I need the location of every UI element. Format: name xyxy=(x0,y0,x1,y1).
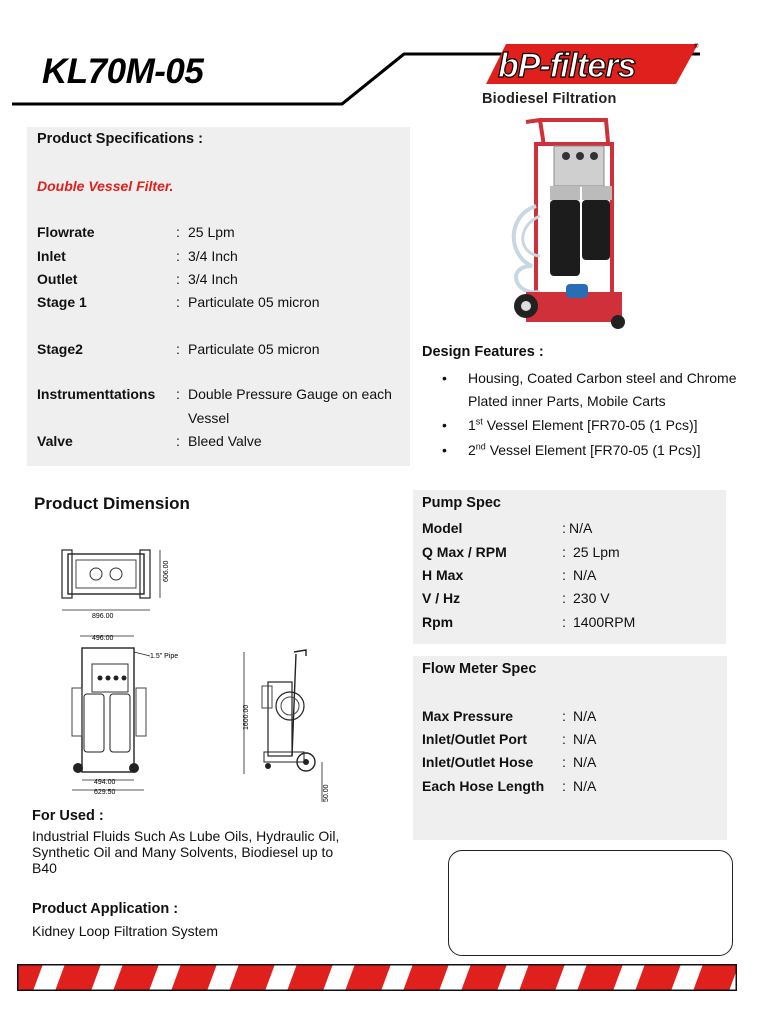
dimension-heading: Product Dimension xyxy=(34,494,190,513)
bullet-icon: • xyxy=(442,370,447,386)
flow-value: N/A xyxy=(573,778,597,794)
spec-colon: : xyxy=(176,224,180,240)
spec-label: Flowrate xyxy=(37,224,95,240)
pump-value: 1400RPM xyxy=(573,614,636,630)
svg-text:494.00: 494.00 xyxy=(94,779,116,786)
dimension-side-view xyxy=(234,646,334,804)
flow-value: N/A xyxy=(573,731,597,747)
pump-label: H Max xyxy=(422,567,464,583)
svg-text:®: ® xyxy=(694,44,699,50)
spec-colon: : xyxy=(176,386,180,402)
design-feature-item xyxy=(442,367,752,412)
brand-subtitle: Biodiesel Filtration xyxy=(482,91,617,107)
flow-label: Each Hose Length xyxy=(422,778,545,794)
spec-value: Double Pressure Gauge on each xyxy=(188,386,392,402)
flow-colon: : xyxy=(562,731,566,747)
dimension-front-view xyxy=(60,628,190,800)
svg-text:1.5" Pipe: 1.5" Pipe xyxy=(150,653,179,660)
flow-colon: : xyxy=(562,754,566,770)
pump-colon: : xyxy=(562,544,566,560)
spec-colon: : xyxy=(176,341,180,357)
pump-label: Q Max / RPM xyxy=(422,544,507,560)
empty-note-box xyxy=(448,850,733,956)
spec-colon: : xyxy=(176,294,180,310)
design-features-heading: Design Features : xyxy=(422,344,544,360)
application-text: Kidney Loop Filtration System xyxy=(32,923,218,939)
brand-logo-text: bP-filters xyxy=(498,47,636,85)
flow-label: Inlet/Outlet Hose xyxy=(422,754,534,770)
bullet-icon: • xyxy=(442,441,447,458)
pump-value: N/A xyxy=(573,567,597,583)
svg-text:896.00: 896.00 xyxy=(92,613,114,620)
pump-label: V / Hz xyxy=(422,590,461,606)
design-feature-text: 1st Vessel Element [FR70-05 (1 Pcs)] xyxy=(468,416,698,433)
design-feature-item xyxy=(442,439,752,462)
spec-colon: : xyxy=(176,248,180,264)
model-title: KL70M-05 xyxy=(42,52,204,91)
bullet-icon: • xyxy=(442,417,447,433)
flow-colon: : xyxy=(562,778,566,794)
spec-label: Inlet xyxy=(37,248,66,264)
specifications-heading: Product Specifications : xyxy=(37,131,203,147)
for-used-text: Industrial Fluids Such As Lube Oils, Hydraulic Oil, Synthetic Oil and Many Solvents, Biodiesel up to B40 xyxy=(32,828,340,876)
svg-text:496.00: 496.00 xyxy=(92,635,114,642)
pump-colon: : xyxy=(562,614,566,630)
svg-text:50.00: 50.00 xyxy=(323,784,330,802)
spec-value-continued: Vessel xyxy=(188,410,230,426)
pump-value: N/A xyxy=(569,520,593,536)
svg-text:1600.00: 1600.00 xyxy=(243,704,250,730)
footer-stripe-bar xyxy=(17,964,737,991)
pump-value: 25 Lpm xyxy=(573,544,620,560)
spec-value: 25 Lpm xyxy=(188,224,235,240)
svg-text:629.50: 629.50 xyxy=(94,789,116,796)
flow-meter-panel xyxy=(413,656,727,840)
spec-value: 3/4 Inch xyxy=(188,248,238,264)
spec-value: Bleed Valve xyxy=(188,433,262,449)
for-used-heading: For Used : xyxy=(32,808,104,824)
spec-label: Stage 1 xyxy=(37,294,87,310)
flow-value: N/A xyxy=(573,754,597,770)
pump-label: Rpm xyxy=(422,614,454,630)
spec-label: Instrumenttations xyxy=(37,386,156,402)
specifications-subtitle: Double Vessel Filter. xyxy=(37,178,174,194)
spec-label: Valve xyxy=(37,433,73,449)
design-feature-item xyxy=(442,414,752,437)
spec-colon: : xyxy=(176,271,180,287)
flow-label: Inlet/Outlet Port xyxy=(422,731,527,747)
flow-colon: : xyxy=(562,708,566,724)
svg-text:606.00: 606.00 xyxy=(163,560,170,582)
pump-label: Model xyxy=(422,520,463,536)
flow-label: Max Pressure xyxy=(422,708,514,724)
spec-value: Particulate 05 micron xyxy=(188,294,320,310)
dimension-top-view xyxy=(56,540,176,620)
design-features-list xyxy=(442,367,752,463)
design-feature-text: Housing, Coated Carbon steel and Chrome Plated inner Parts, Mobile Carts xyxy=(468,370,737,409)
flow-value: N/A xyxy=(573,708,597,724)
product-photo xyxy=(496,116,636,334)
application-heading: Product Application : xyxy=(32,901,179,917)
flow-meter-heading: Flow Meter Spec xyxy=(422,661,537,677)
pump-value: 230 V xyxy=(573,590,610,606)
spec-label: Outlet xyxy=(37,271,78,287)
spec-value: 3/4 Inch xyxy=(188,271,238,287)
spec-label: Stage2 xyxy=(37,341,83,357)
design-feature-text: 2nd Vessel Element [FR70-05 (1 Pcs)] xyxy=(468,440,701,458)
pump-colon: : xyxy=(562,590,566,606)
pump-colon: : xyxy=(562,520,566,536)
spec-colon: : xyxy=(176,433,180,449)
pump-spec-heading: Pump Spec xyxy=(422,495,501,511)
spec-value: Particulate 05 micron xyxy=(188,341,320,357)
pump-colon: : xyxy=(562,567,566,583)
